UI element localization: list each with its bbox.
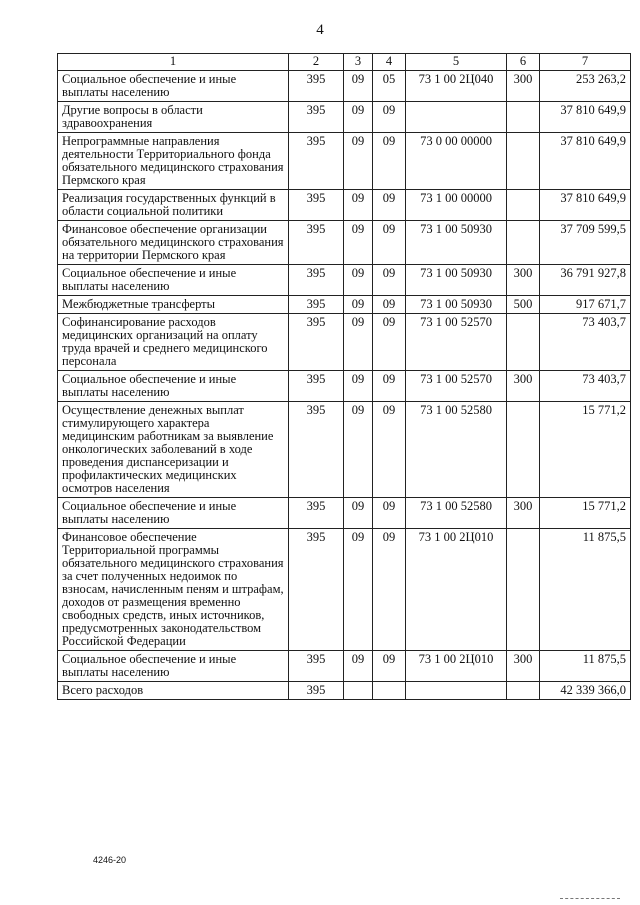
ministry-code: 395 <box>289 190 344 221</box>
target-article-code <box>406 102 507 133</box>
amount: 253 263,2 <box>540 71 631 102</box>
page-number: 4 <box>316 22 324 38</box>
section-code: 09 <box>344 651 373 682</box>
expense-type-code <box>507 133 540 190</box>
expense-name: Финансовое обеспечение Территориальной программы обязательного медицинского страхования за счет полученных недоимок по взносам, начисленным пеням и штрафам, доходов от размещения временно свободных средств, иных источников, предусмотренных законодательством Российской Федерации <box>58 529 289 651</box>
subsection-code: 09 <box>373 190 406 221</box>
expense-name: Социальное обеспечение и иные выплаты населению <box>58 371 289 402</box>
ministry-code: 395 <box>289 371 344 402</box>
section-code: 09 <box>344 221 373 265</box>
ministry-code: 395 <box>289 314 344 371</box>
expense-type-code: 300 <box>507 651 540 682</box>
ministry-code: 395 <box>289 265 344 296</box>
expense-name: Реализация государственных функций в области социальной политики <box>58 190 289 221</box>
expense-name: Социальное обеспечение и иные выплаты населению <box>58 498 289 529</box>
total-row <box>58 682 631 700</box>
subsection-code: 09 <box>373 102 406 133</box>
expense-name: Социальное обеспечение и иные выплаты населению <box>58 651 289 682</box>
amount: 73 403,7 <box>540 371 631 402</box>
column-header: 1 <box>58 54 289 71</box>
expense-type-code <box>507 221 540 265</box>
ministry-code: 395 <box>289 221 344 265</box>
expense-type-code <box>507 190 540 221</box>
expense-type-code: 300 <box>507 371 540 402</box>
amount: 15 771,2 <box>540 402 631 498</box>
expense-name: Социальное обеспечение и иные выплаты населению <box>58 71 289 102</box>
expense-type-code: 300 <box>507 265 540 296</box>
target-article-code: 73 1 00 52580 <box>406 402 507 498</box>
ministry-code: 395 <box>289 102 344 133</box>
expense-type-code <box>507 102 540 133</box>
column-header: 3 <box>344 54 373 71</box>
section-code <box>344 682 373 700</box>
ministry-code: 395 <box>289 498 344 529</box>
amount: 37 810 649,9 <box>540 133 631 190</box>
subsection-code: 09 <box>373 221 406 265</box>
amount: 917 671,7 <box>540 296 631 314</box>
section-code: 09 <box>344 314 373 371</box>
subsection-code: 09 <box>373 371 406 402</box>
expense-type-code <box>507 682 540 700</box>
expense-name: Софинансирование расходов медицинских организаций на оплату труда врачей и среднего медицинского персонала <box>58 314 289 371</box>
expense-type-code <box>507 402 540 498</box>
ministry-code: 395 <box>289 296 344 314</box>
target-article-code: 73 0 00 00000 <box>406 133 507 190</box>
ministry-code: 395 <box>289 529 344 651</box>
expense-type-code <box>507 314 540 371</box>
ministry-code: 395 <box>289 651 344 682</box>
table-row <box>58 314 631 371</box>
expense-type-code: 300 <box>507 498 540 529</box>
target-article-code: 73 1 00 50930 <box>406 265 507 296</box>
document-code: 4246-20 <box>93 855 127 865</box>
section-code: 09 <box>344 498 373 529</box>
expense-name: Межбюджетные трансферты <box>58 296 289 314</box>
section-code: 09 <box>344 265 373 296</box>
target-article-code: 73 1 00 00000 <box>406 190 507 221</box>
subsection-code: 05 <box>373 71 406 102</box>
total-label: Всего расходов <box>58 682 289 700</box>
column-header: 2 <box>289 54 344 71</box>
table-row <box>58 71 631 102</box>
total-amount: 42 339 366,0 <box>540 682 631 700</box>
section-code: 09 <box>344 402 373 498</box>
column-header: 7 <box>540 54 631 71</box>
ministry-code: 395 <box>289 682 344 700</box>
table-row <box>58 371 631 402</box>
expense-name: Непрограммные направления деятельности Территориального фонда обязательного медицинского страхования Пермского края <box>58 133 289 190</box>
subsection-code: 09 <box>373 651 406 682</box>
budget-table <box>57 53 631 700</box>
table-row <box>58 651 631 682</box>
subsection-code: 09 <box>373 402 406 498</box>
column-header: 6 <box>507 54 540 71</box>
amount: 37 810 649,9 <box>540 102 631 133</box>
table-row <box>58 190 631 221</box>
amount: 73 403,7 <box>540 314 631 371</box>
table-row <box>58 133 631 190</box>
expense-name: Финансовое обеспечение организации обязательного медицинского страхования на территории Пермского края <box>58 221 289 265</box>
header-row <box>58 54 631 71</box>
expense-name: Осуществление денежных выплат стимулирующего характера медицинским работникам за выявление онкологических заболеваний в ходе проведения диспансеризации и профилактических медицинских осмотров населения <box>58 402 289 498</box>
target-article-code: 73 1 00 50930 <box>406 296 507 314</box>
target-article-code: 73 1 00 52580 <box>406 498 507 529</box>
amount: 15 771,2 <box>540 498 631 529</box>
expense-type-code: 500 <box>507 296 540 314</box>
table-row <box>58 221 631 265</box>
expense-name: Социальное обеспечение и иные выплаты населению <box>58 265 289 296</box>
expense-name: Другие вопросы в области здравоохранения <box>58 102 289 133</box>
amount: 11 875,5 <box>540 651 631 682</box>
table-row <box>58 102 631 133</box>
subsection-code <box>373 682 406 700</box>
table-row <box>58 529 631 651</box>
amount: 37 709 599,5 <box>540 221 631 265</box>
section-code: 09 <box>344 102 373 133</box>
amount: 36 791 927,8 <box>540 265 631 296</box>
subsection-code: 09 <box>373 314 406 371</box>
expense-type-code: 300 <box>507 71 540 102</box>
table-row <box>58 296 631 314</box>
target-article-code <box>406 682 507 700</box>
ministry-code: 395 <box>289 402 344 498</box>
subsection-code: 09 <box>373 265 406 296</box>
amount: 37 810 649,9 <box>540 190 631 221</box>
column-header: 5 <box>406 54 507 71</box>
target-article-code: 73 1 00 52570 <box>406 314 507 371</box>
subsection-code: 09 <box>373 529 406 651</box>
target-article-code: 73 1 00 2Ц010 <box>406 651 507 682</box>
section-code: 09 <box>344 296 373 314</box>
column-header: 4 <box>373 54 406 71</box>
table-row <box>58 402 631 498</box>
expense-type-code <box>507 529 540 651</box>
section-code: 09 <box>344 133 373 190</box>
target-article-code: 73 1 00 2Ц040 <box>406 71 507 102</box>
subsection-code: 09 <box>373 498 406 529</box>
ministry-code: 395 <box>289 71 344 102</box>
scan-artifact-line <box>560 898 620 899</box>
section-code: 09 <box>344 190 373 221</box>
subsection-code: 09 <box>373 296 406 314</box>
subsection-code: 09 <box>373 133 406 190</box>
section-code: 09 <box>344 529 373 651</box>
ministry-code: 395 <box>289 133 344 190</box>
section-code: 09 <box>344 71 373 102</box>
target-article-code: 73 1 00 52570 <box>406 371 507 402</box>
section-code: 09 <box>344 371 373 402</box>
target-article-code: 73 1 00 50930 <box>406 221 507 265</box>
target-article-code: 73 1 00 2Ц010 <box>406 529 507 651</box>
table-row <box>58 498 631 529</box>
table-row <box>58 265 631 296</box>
amount: 11 875,5 <box>540 529 631 651</box>
